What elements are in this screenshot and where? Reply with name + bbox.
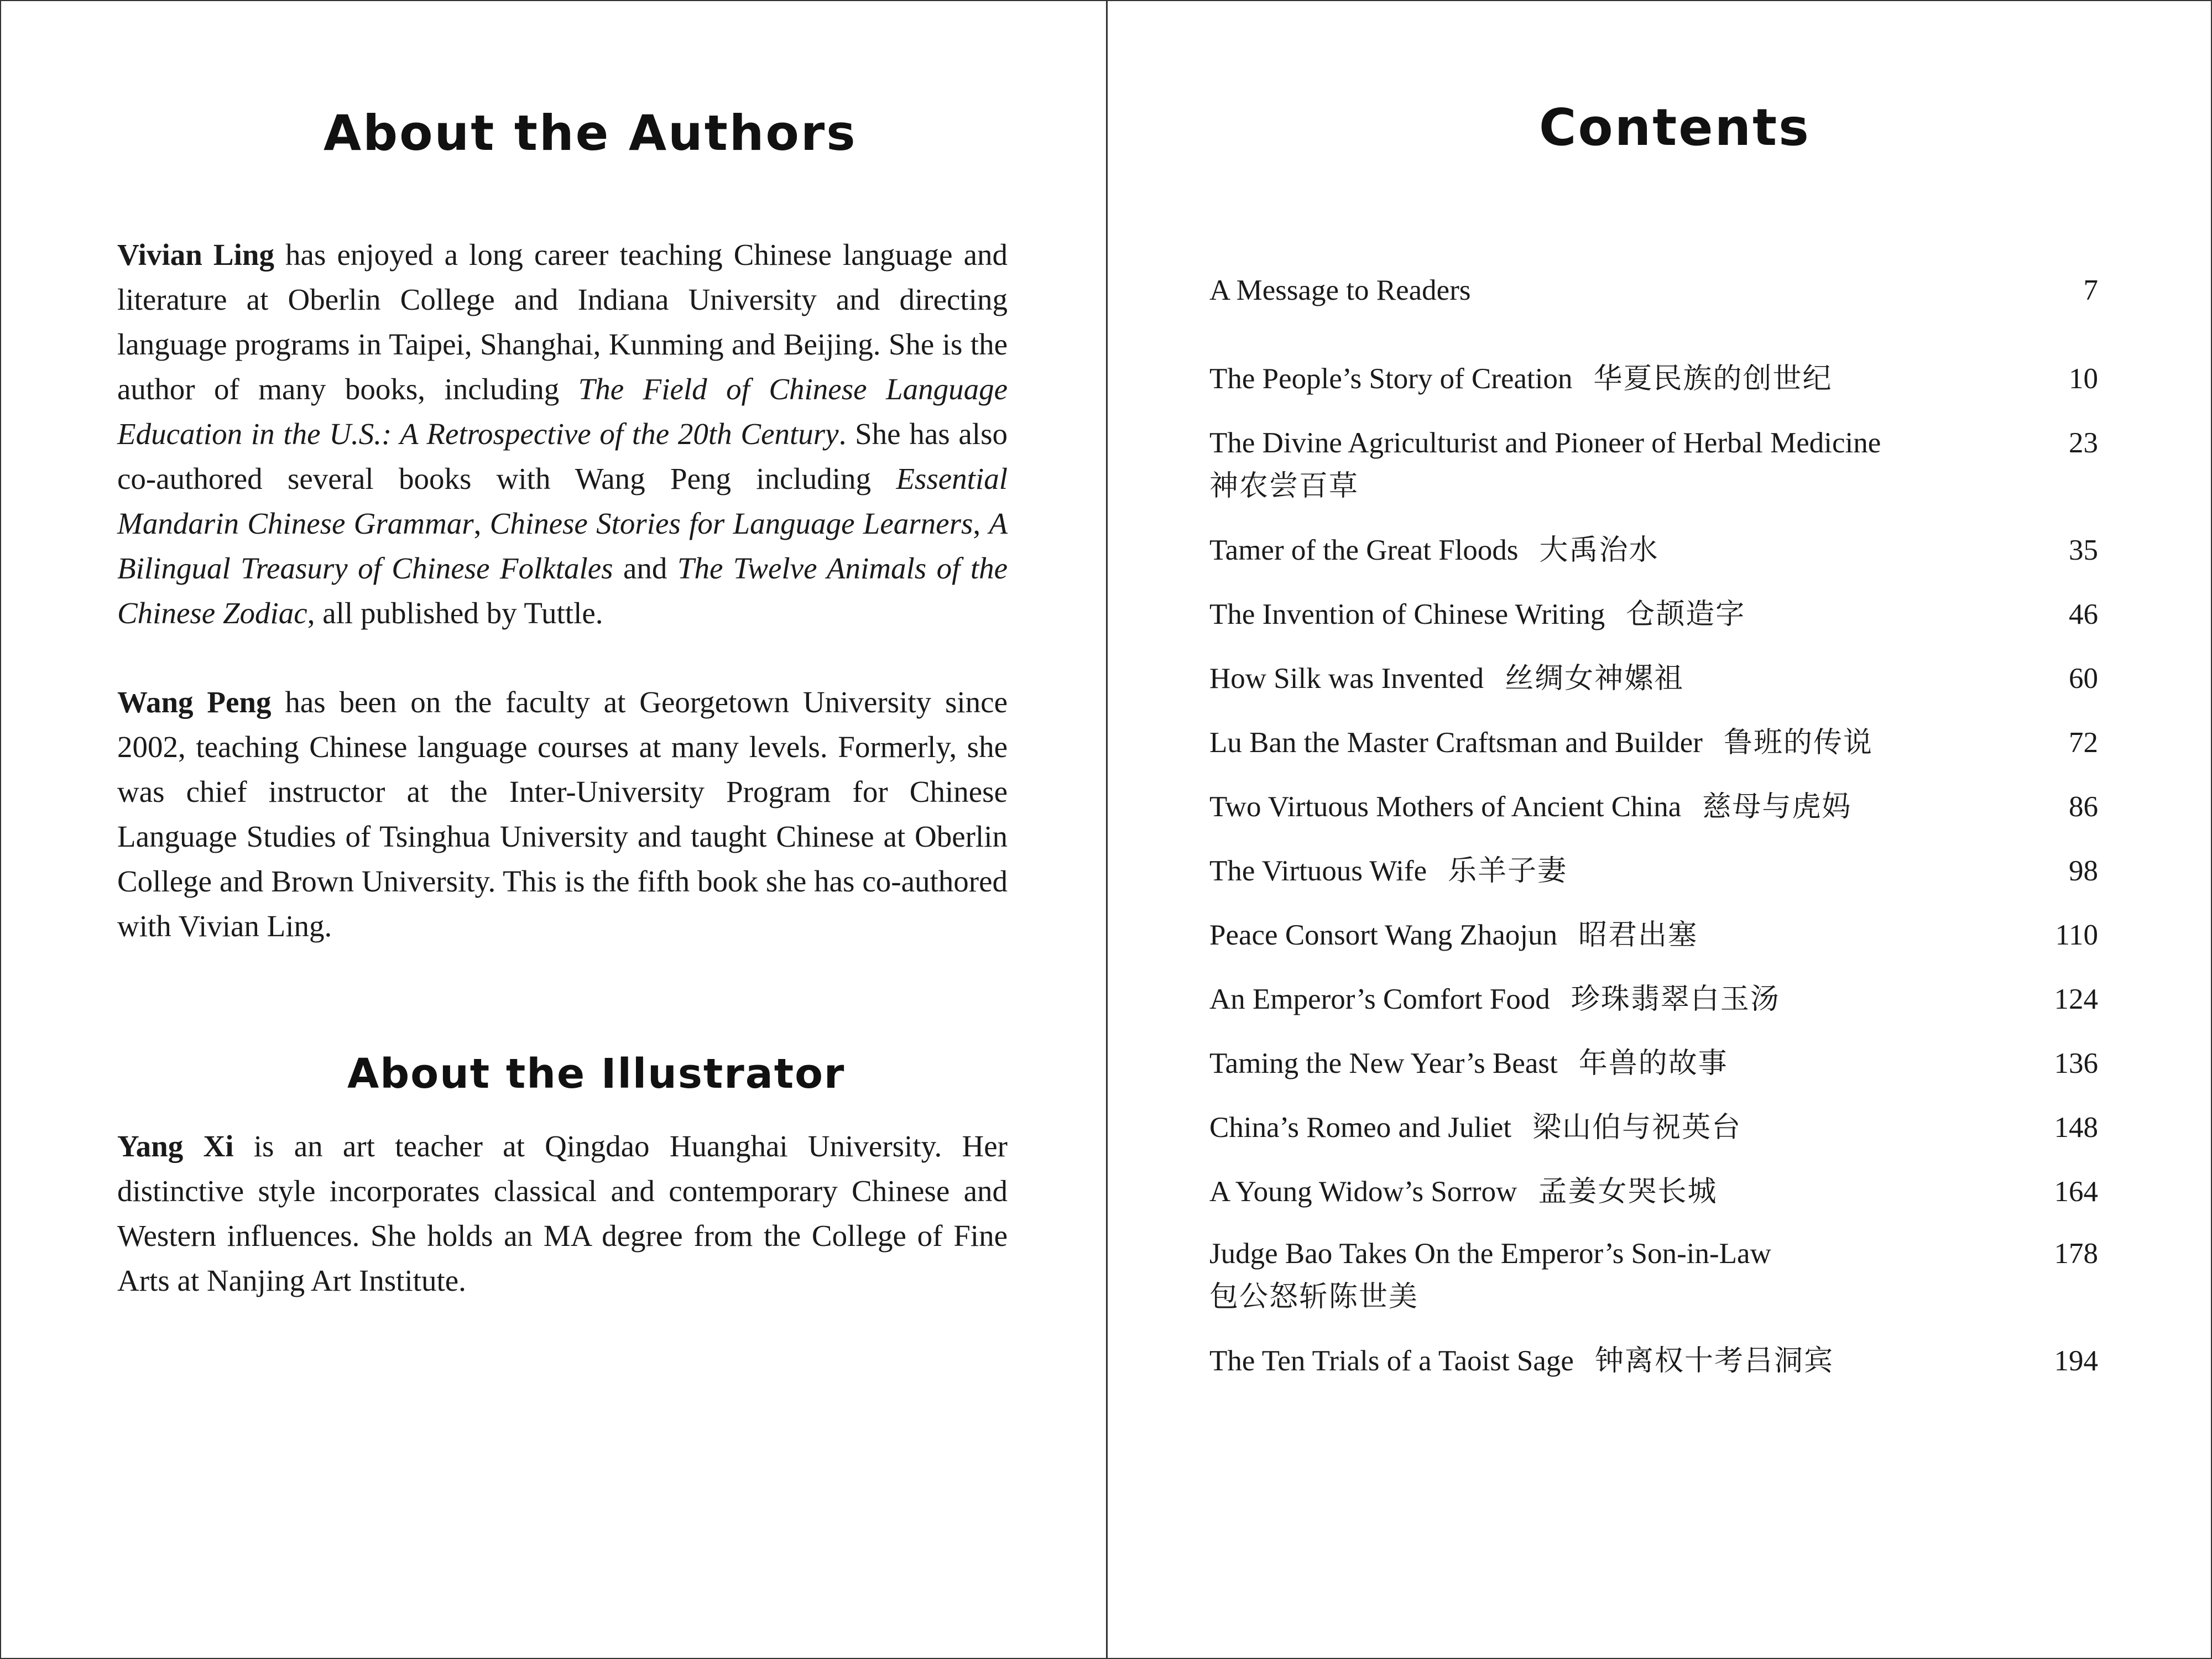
toc-entry-title: Judge Bao Takes On the Emperor’s Son-in-Law — [1209, 1238, 1771, 1270]
toc-entry-title: The Virtuous Wife — [1209, 855, 1427, 887]
toc-entry-chinese-title: 珍珠翡翠白玉汤 — [1571, 983, 1780, 1016]
left-page — [1, 1, 1106, 1658]
toc-entry-title: China’s Romeo and Juliet — [1209, 1112, 1512, 1144]
toc-page-number: 86 — [2069, 791, 2098, 823]
author-name: Wang Peng — [117, 685, 272, 719]
toc-entry-title: The People’s Story of Creation — [1209, 363, 1573, 395]
toc-page-number: 98 — [2069, 855, 2098, 887]
author-bio-vivian-ling: Vivian Ling has enjoyed a long career teaching Chinese language and literature at Oberlin College and Indiana University and directing language programs in Taipei, Shanghai, Kunming and Beijing. She is the author of many books, including The Field of Chinese Language Education in the U.S.: A Retrospective of the 20th Century. She has also co-authored several books with Wang Peng including Essential Mandarin Chinese Grammar, Chinese Stories for Language Learners, A Bilingual Treasury of Chinese Folktales and The Twelve Animals of the Chinese Zodiac, all published by Tuttle. — [117, 238, 1008, 630]
toc-entry-chinese-title: 孟姜女哭长城 — [1538, 1175, 1718, 1208]
toc-entry-chinese-title: 大禹治水 — [1539, 534, 1659, 567]
toc-entry-title: The Invention of Chinese Writing — [1209, 598, 1605, 630]
toc-page-number: 60 — [2069, 662, 2098, 695]
contents-heading: Contents — [1539, 98, 1811, 157]
toc-entry-title: How Silk was Invented — [1209, 662, 1484, 695]
illustrator-name: Yang Xi — [117, 1129, 234, 1163]
toc-page-number: 148 — [2054, 1112, 2098, 1144]
toc-entry-chinese-title: 丝绸女神嫘祖 — [1505, 662, 1684, 695]
toc-entry-title: Taming the New Year’s Beast — [1209, 1047, 1558, 1079]
toc-entry-chinese-title: 华夏民族的创世纪 — [1593, 362, 1833, 395]
toc-page-number: 46 — [2069, 598, 2098, 630]
author-bio-wang-peng: Wang Peng has been on the faculty at Georgetown University since 2002, teaching Chinese language courses at many levels. Formerly, she was chief instructor at the Inter-University Program for Chinese Language Studies of Tsinghua University and taught Chinese at Oberlin College and Brown University. This is the fifth book she has co-authored with Vivian Ling. — [117, 685, 1008, 943]
toc-page-number: 178 — [2054, 1238, 2098, 1270]
toc-entry-chinese-title: 慈母与虎妈 — [1702, 790, 1852, 823]
toc-page-number: 194 — [2054, 1345, 2098, 1377]
toc-entry-chinese-title: 神农尝百草 — [1209, 469, 1359, 503]
toc-entry-chinese-title: 年兽的故事 — [1578, 1047, 1728, 1080]
illustrator-bio-yang-xi: Yang Xi is an art teacher at Qingdao Huanghai University. Her distinctive style incorporates classical and contemporary Chinese and Western influences. She holds an MA degree from the College of Fine Arts at Nanjing Art Institute. — [117, 1129, 1008, 1297]
toc-entry-chinese-title: 梁山伯与祝英台 — [1532, 1111, 1742, 1144]
toc-entry-chinese-title: 钟离权十考吕洞宾 — [1594, 1344, 1834, 1378]
toc-page-number: 124 — [2054, 983, 2098, 1015]
toc-page-number: 72 — [2069, 727, 2098, 759]
book-title: Essential Mandarin Chinese Grammar — [117, 462, 1008, 540]
toc-page-number: 35 — [2069, 534, 2098, 566]
author-name: Vivian Ling — [117, 238, 274, 272]
toc-entry-title: Lu Ban the Master Craftsman and Builder — [1209, 727, 1703, 759]
toc-entry-title: The Ten Trials of a Taoist Sage — [1209, 1345, 1574, 1377]
toc-entry-chinese-title: 昭君出塞 — [1578, 919, 1698, 952]
toc-page-number: 7 — [2083, 274, 2098, 306]
toc-entry-title: The Divine Agriculturist and Pioneer of Herbal Medicine — [1209, 427, 1881, 459]
book-title: The Twelve Animals of the Chinese Zodiac — [117, 551, 1008, 630]
toc-entry-title: A Message to Readers — [1209, 274, 1471, 306]
toc-entry-chinese-title: 鲁班的传说 — [1723, 726, 1873, 759]
toc-page-number: 164 — [2054, 1176, 2098, 1208]
book-title: Chinese Stories for Language Learners — [489, 507, 973, 540]
book-title: A Bilingual Treasury of Chinese Folktales — [117, 507, 1008, 585]
toc-page-number: 10 — [2069, 363, 2098, 395]
toc-entry-title: Two Virtuous Mothers of Ancient China — [1209, 791, 1682, 823]
toc-entry-chinese-title: 乐羊子妻 — [1448, 854, 1568, 888]
about-illustrator-heading: About the Illustrator — [347, 1050, 846, 1098]
book-title: The Field of Chinese Language Education in the U.S.: A Retrospective of the 20th Century — [117, 372, 1008, 451]
toc-entry-title: Tamer of the Great Floods — [1209, 534, 1519, 566]
toc-entry-title: An Emperor’s Comfort Food — [1209, 983, 1550, 1015]
toc-entry-chinese-title: 仓颉造字 — [1626, 598, 1746, 631]
toc-page-number: 110 — [2055, 919, 2098, 951]
about-authors-heading: About the Authors — [324, 105, 857, 161]
toc-page-number: 23 — [2069, 427, 2098, 459]
toc-page-number: 136 — [2054, 1047, 2098, 1079]
toc-entry-chinese-title: 包公怒斩陈世美 — [1209, 1280, 1419, 1313]
toc-entry-title: A Young Widow’s Sorrow — [1209, 1176, 1517, 1208]
toc-entry-title: Peace Consort Wang Zhaojun — [1209, 919, 1558, 951]
right-page — [1108, 1, 2211, 1658]
